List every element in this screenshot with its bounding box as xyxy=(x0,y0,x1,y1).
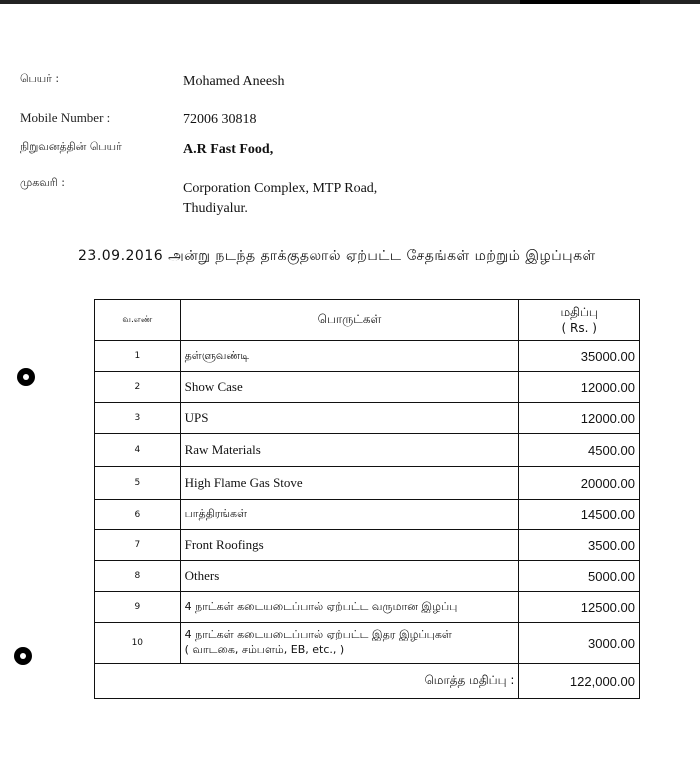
row-serial-no: 5 xyxy=(95,467,181,500)
row-value: 4500.00 xyxy=(519,434,640,467)
row-serial-no: 1 xyxy=(95,341,181,372)
address-label: முகவரி : xyxy=(20,176,65,189)
header-value-line2: ( Rs. ) xyxy=(561,321,597,335)
name-label: பெயர் : xyxy=(20,72,60,85)
row-item: தள்ளுவண்டி xyxy=(180,341,519,372)
table-row xyxy=(95,403,640,434)
header-serial-no: வ.எண் xyxy=(95,300,181,341)
mobile-value: 72006 30818 xyxy=(183,112,257,127)
row-value: 5000.00 xyxy=(519,561,640,592)
row-value: 12000.00 xyxy=(519,372,640,403)
table-row xyxy=(95,341,640,372)
row-item: 4 நாட்கள் கடையடைப்பால் ஏற்பட்ட வருமான இழப்பு xyxy=(180,592,519,623)
row-serial-no: 7 xyxy=(95,530,181,561)
header-items: பொருட்கள் xyxy=(180,300,519,341)
table-row xyxy=(95,561,640,592)
row-item: UPS xyxy=(180,403,519,434)
scan-edge-bar xyxy=(0,0,700,4)
row-serial-no: 10 xyxy=(95,623,181,664)
table-row xyxy=(95,434,640,467)
company-label: நிறுவனத்தின் பெயர் xyxy=(20,140,122,153)
damage-heading: 23.09.2016 அன்று நடந்த தாக்குதலால் ஏற்பட்ட சேதங்கள் மற்றும் இழப்புகள் xyxy=(78,248,596,264)
table-row xyxy=(95,592,640,623)
punch-hole-bottom xyxy=(14,647,32,665)
damages-table xyxy=(94,299,640,699)
row-serial-no: 8 xyxy=(95,561,181,592)
row-serial-no: 9 xyxy=(95,592,181,623)
row-item: பாத்திரங்கள் xyxy=(180,500,519,530)
row-item: Raw Materials xyxy=(180,434,519,467)
table-header-row xyxy=(95,300,640,341)
punch-hole-top xyxy=(17,368,35,386)
table-row xyxy=(95,530,640,561)
table-row xyxy=(95,623,640,664)
mobile-label: Mobile Number : xyxy=(20,110,111,125)
row-item: Show Case xyxy=(180,372,519,403)
row-value: 12000.00 xyxy=(519,403,640,434)
row-value: 35000.00 xyxy=(519,341,640,372)
header-value xyxy=(519,300,640,341)
table-row xyxy=(95,372,640,403)
row-item-line2: ( வாடகை, சம்பளம், EB, etc., ) xyxy=(184,643,345,656)
company-value: A.R Fast Food, xyxy=(183,142,274,157)
row-item: High Flame Gas Stove xyxy=(180,467,519,500)
row-serial-no: 4 xyxy=(95,434,181,467)
table-row xyxy=(95,500,640,530)
table-row xyxy=(95,467,640,500)
row-item: Others xyxy=(180,561,519,592)
row-value: 3000.00 xyxy=(519,623,640,664)
total-value: 122,000.00 xyxy=(519,664,640,699)
row-value: 20000.00 xyxy=(519,467,640,500)
name-value: Mohamed Aneesh xyxy=(183,74,285,89)
row-item xyxy=(180,623,519,664)
address-line-2: Thudiyalur. xyxy=(183,201,248,216)
row-value: 3500.00 xyxy=(519,530,640,561)
total-row xyxy=(95,664,640,699)
row-item-line1: 4 நாட்கள் கடையடைப்பால் ஏற்பட்ட இதர இழப்புகள் xyxy=(184,628,452,641)
row-value: 14500.00 xyxy=(519,500,640,530)
address-line-1: Corporation Complex, MTP Road, xyxy=(183,181,378,196)
total-label: மொத்த மதிப்பு : xyxy=(95,664,519,699)
row-serial-no: 6 xyxy=(95,500,181,530)
row-serial-no: 2 xyxy=(95,372,181,403)
row-value: 12500.00 xyxy=(519,592,640,623)
header-value-line1: மதிப்பு xyxy=(560,305,598,319)
row-item: Front Roofings xyxy=(180,530,519,561)
row-serial-no: 3 xyxy=(95,403,181,434)
